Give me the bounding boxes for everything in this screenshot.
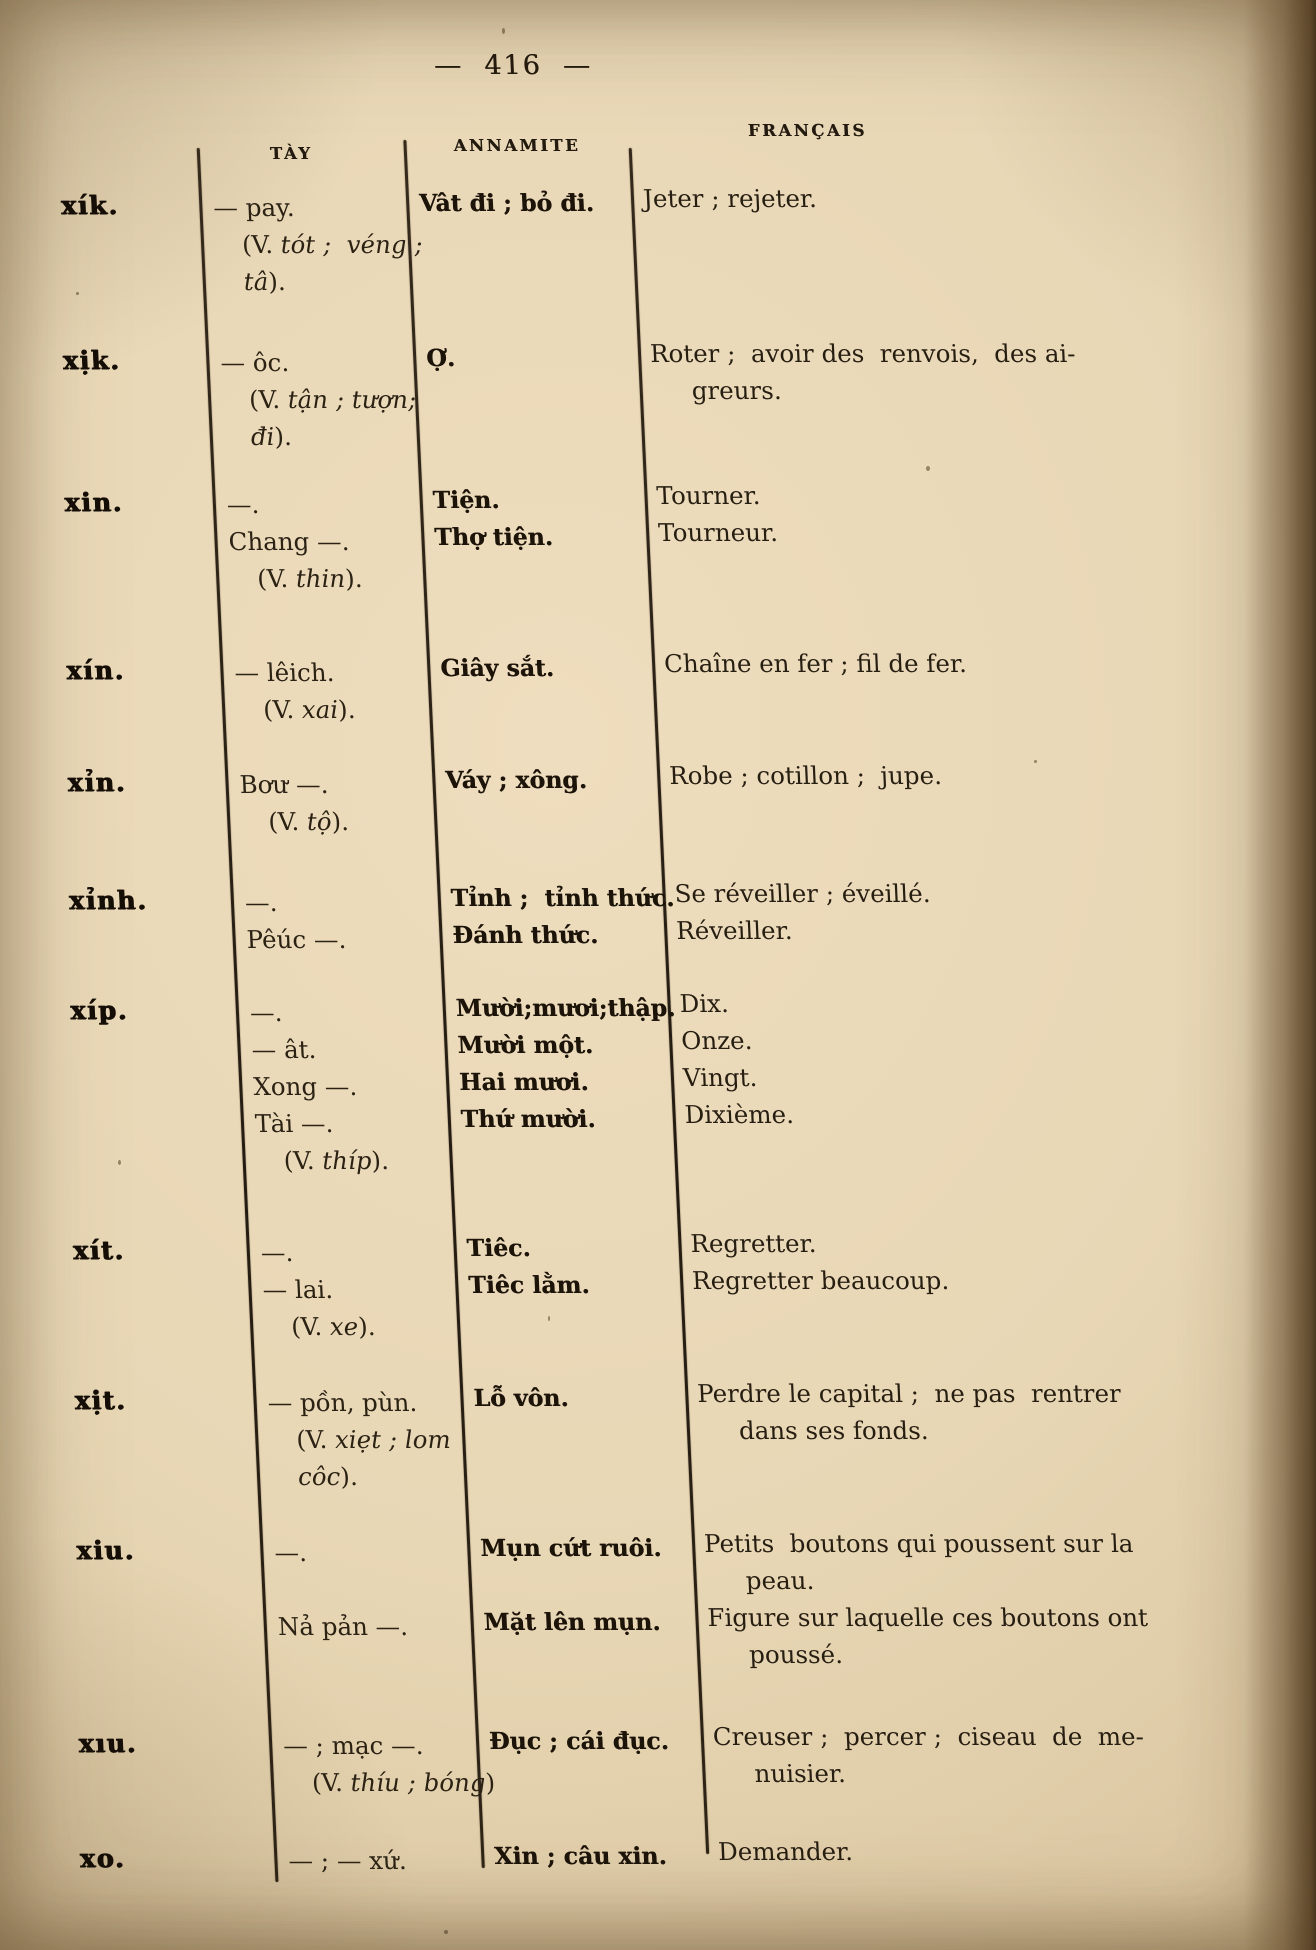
dictionary-entry [62, 339, 1085, 455]
ink-speck [444, 1930, 448, 1934]
tay-line: đi). [250, 422, 293, 451]
tay-line: Tài —. [254, 1109, 334, 1138]
tay-line: — ôc. [219, 348, 290, 377]
entry-row [238, 761, 1102, 840]
tay-line: Bơư —. [238, 770, 329, 799]
entry-row [246, 916, 1108, 958]
headword: xịk. [62, 346, 121, 376]
dictionary-entry [63, 481, 1091, 597]
tay-line: (V. thíu ; bóng) [311, 1768, 496, 1797]
francais-cell [682, 1059, 1114, 1096]
annamite-line: Vât đi ; bỏ đi. [418, 189, 595, 217]
annamite-cell [455, 990, 681, 1027]
tay-line: (V. tận ; tượn; [248, 385, 417, 414]
annamite-cell [452, 917, 678, 954]
francais-line: Figure sur laquelle ces boutons ont [706, 1603, 1149, 1632]
annamite-line: Mười một. [456, 1031, 594, 1059]
tay-cell [244, 884, 452, 921]
annamite-cell [483, 1604, 709, 1641]
tay-cell [277, 1608, 485, 1645]
tay-line: — lêich. [233, 658, 335, 687]
dictionary-entry [69, 989, 1117, 1179]
ink-speck [926, 466, 930, 471]
tay-line: (V. tộ). [267, 807, 350, 836]
dictionary-entry [79, 1837, 1150, 1879]
tay-cell [220, 344, 431, 455]
annamite-line: Váy ; xông. [444, 766, 588, 794]
francais-cell [679, 985, 1111, 1022]
tay-line: —. [226, 490, 260, 519]
francais-cell [703, 1525, 1136, 1599]
francais-line: nuisier. [753, 1759, 847, 1788]
column-header-francais: FRANÇAIS [747, 121, 868, 140]
francais-line: Chaîne en fer ; fil de fer. [663, 649, 968, 678]
annamite-line: Mười;mươi;thập. [455, 994, 676, 1022]
francais-line: poussé. [748, 1640, 844, 1669]
tay-line: (V. xe). [290, 1312, 377, 1341]
francais-cell [712, 1718, 1145, 1792]
dictionary-entry [77, 1722, 1145, 1801]
tay-line: —. [273, 1538, 308, 1567]
tay-line: —. [249, 998, 283, 1027]
tay-line: (V. xai). [262, 695, 357, 724]
dictionary-entry [66, 761, 1102, 840]
francais-cell [675, 912, 1107, 949]
francais-cell [656, 477, 1088, 514]
annamite-line: Đánh thức. [451, 921, 599, 949]
francais-line: Regretter. [689, 1229, 817, 1258]
annamite-cell [458, 1064, 684, 1101]
tay-line: — lai. [261, 1275, 334, 1304]
entry-row [282, 1722, 1145, 1801]
ink-speck [502, 28, 505, 34]
headword: xỉn. [66, 768, 127, 798]
francais-cell [663, 645, 1095, 682]
entry-row [254, 1100, 1117, 1179]
headword: xík. [60, 191, 120, 221]
annamite-cell [445, 762, 671, 799]
francais-line: Tourneur. [657, 518, 779, 547]
annamite-cell [468, 1267, 694, 1304]
annamite-line: Tỉnh ; tỉnh thức. [450, 884, 675, 912]
annamite-line: Tiện. [432, 486, 500, 514]
francais-line: peau. [745, 1566, 815, 1595]
tay-line: — ; mạc —. [282, 1731, 424, 1760]
tay-line: Nả pản —. [277, 1612, 409, 1641]
entry-row [219, 339, 1085, 455]
entry-row [277, 1603, 1149, 1682]
annamite-cell [479, 1530, 705, 1567]
entry-row [261, 1266, 1125, 1345]
entry-row [287, 1837, 1150, 1879]
ink-speck [1034, 760, 1037, 763]
francais-line: Tourner. [655, 481, 761, 510]
annamite-cell [493, 1838, 719, 1875]
tay-cell [234, 654, 443, 728]
francais-line: Roter ; avoir des renvois, des ai- [649, 339, 1077, 368]
tay-line: tâ). [243, 267, 287, 296]
francais-line: Jeter ; rejeter. [642, 184, 818, 213]
annamite-cell [488, 1723, 714, 1760]
annamite-cell [432, 482, 658, 519]
tay-line: (V. tót ; véng ; [241, 230, 424, 259]
page-edge-shadow [1244, 0, 1316, 1950]
tay-cell [267, 1384, 478, 1495]
headword: xịt. [73, 1386, 127, 1416]
annamite-line: Lỗ vôn. [472, 1384, 570, 1412]
tay-cell [260, 1234, 468, 1271]
headword: xỉnh. [68, 886, 148, 916]
annamite-line: Xin ; câu xin. [493, 1842, 668, 1870]
annamite-cell [450, 880, 676, 917]
annamite-line: Thợ tiện. [433, 523, 554, 551]
dictionary-entry [60, 184, 1078, 300]
entry-row [267, 1379, 1132, 1495]
tay-cell [249, 994, 457, 1031]
ink-speck [118, 1160, 121, 1165]
francais-cell [674, 875, 1106, 912]
tay-cell [213, 189, 424, 300]
dictionary-entry [65, 649, 1097, 728]
dictionary-entry [68, 879, 1107, 958]
francais-cell [680, 1022, 1112, 1059]
tay-cell [274, 1534, 482, 1571]
francais-line: Dixième. [683, 1100, 795, 1129]
headword: xıu. [77, 1729, 138, 1759]
francais-cell [696, 1375, 1129, 1449]
dictionary-entry [75, 1529, 1149, 1682]
francais-cell [649, 335, 1082, 409]
tay-line: Pêúc —. [246, 925, 347, 954]
annamite-line: Đục ; cái đục. [488, 1727, 670, 1755]
tay-line: — pay. [212, 193, 296, 222]
annamite-cell [434, 519, 660, 556]
annamite-cell [473, 1380, 699, 1417]
francais-cell [642, 180, 1074, 217]
tay-cell [228, 523, 437, 597]
francais-line: dans ses fonds. [738, 1416, 930, 1445]
ink-speck [548, 1316, 550, 1321]
dictionary-entry [72, 1229, 1125, 1345]
francais-line: Demander. [717, 1837, 854, 1866]
annamite-cell [466, 1230, 692, 1267]
annamite-cell [418, 185, 644, 222]
tay-cell [226, 486, 434, 523]
tay-line: — pồn, pùn. [267, 1388, 418, 1417]
headword: xín. [65, 656, 126, 686]
francais-line: Vingt. [682, 1063, 758, 1092]
entry-row [233, 649, 1097, 728]
annamite-line: Mụn cứt ruôi. [479, 1534, 662, 1562]
tay-cell [262, 1271, 471, 1345]
tay-line: —. [260, 1238, 294, 1267]
francais-line: Petits boutons qui poussent sur la [703, 1529, 1134, 1558]
annamite-line: Ợ. [425, 344, 456, 372]
tay-cell [251, 1031, 459, 1068]
annamite-cell [425, 340, 651, 377]
tay-line: — ; — xứ. [287, 1846, 408, 1875]
tay-cell [254, 1105, 463, 1179]
annamite-line: Giây sắt. [439, 654, 555, 682]
francais-line: greurs. [691, 376, 783, 405]
annamite-line: Hai mươi. [458, 1068, 590, 1096]
tay-cell [288, 1842, 496, 1879]
annamite-line: Tiêc. [466, 1234, 532, 1262]
annamite-cell [457, 1027, 683, 1064]
tay-line: côc). [297, 1462, 359, 1491]
annamite-line: Mặt lên mụn. [483, 1608, 661, 1636]
column-header-annamite: ANNAMITE [453, 136, 581, 155]
tay-line: Xong —. [252, 1072, 358, 1101]
tay-line: Chang —. [227, 527, 350, 556]
tay-line: (V. xiẹt ; lom [295, 1425, 452, 1454]
headword: xít. [72, 1236, 126, 1266]
headword: xin. [63, 488, 124, 518]
ink-speck [76, 292, 79, 295]
francais-line: Robe ; cotillon ; jupe. [668, 761, 943, 790]
dictionary-entry [73, 1379, 1132, 1495]
tay-line: (V. thin). [256, 564, 364, 593]
tay-line: (V. thíp). [283, 1146, 390, 1175]
annamite-cell [440, 650, 666, 687]
annamite-line: Tiêc lằm. [467, 1271, 591, 1299]
headword: xo. [79, 1844, 126, 1874]
tay-cell [282, 1727, 496, 1801]
francais-line: Réveiller. [675, 916, 794, 945]
column-header-tay: TÀY [269, 144, 314, 163]
francais-line: Onze. [680, 1026, 753, 1055]
entry-row [227, 518, 1091, 597]
headword: xíp. [69, 996, 129, 1026]
annamite-line: Thứ mười. [460, 1105, 597, 1133]
tay-cell [246, 921, 454, 958]
tay-line: — ât. [250, 1035, 317, 1064]
francais-cell [684, 1096, 1116, 1133]
francais-cell [706, 1599, 1149, 1673]
francais-line: Regretter beaucoup. [691, 1266, 950, 1295]
francais-cell [717, 1833, 1149, 1870]
annamite-cell [460, 1101, 686, 1138]
entry-row [212, 184, 1078, 300]
francais-line: Perdre le capital ; ne pas rentrer [696, 1379, 1122, 1408]
tay-line: —. [244, 888, 278, 917]
headword: xiu. [75, 1536, 136, 1566]
francais-cell [657, 514, 1089, 551]
francais-cell [691, 1262, 1123, 1299]
page-number: — 416 — [433, 50, 593, 81]
francais-line: Dix. [678, 989, 730, 1018]
tay-cell [239, 766, 448, 840]
francais-cell [690, 1225, 1122, 1262]
francais-line: Se réveiller ; éveillé. [673, 879, 932, 908]
francais-line: Creuser ; percer ; ciseau de me- [712, 1722, 1145, 1751]
entry-row [273, 1529, 1137, 1608]
tay-cell [252, 1068, 460, 1105]
